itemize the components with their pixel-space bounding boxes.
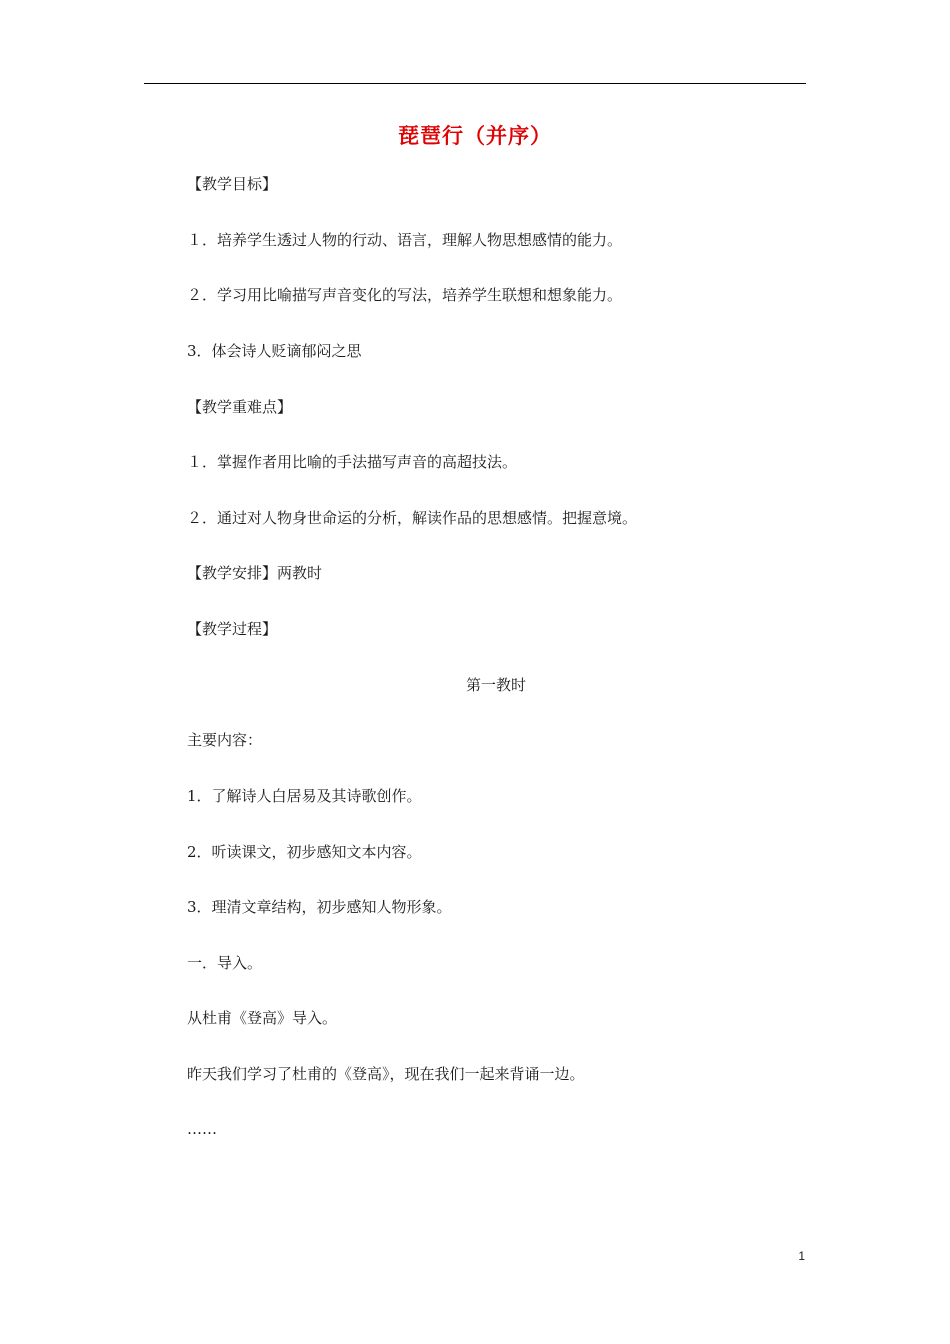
ellipsis-text: …… (187, 1120, 217, 1138)
objective-item-2: ２．学习用比喻描写声音变化的写法，培养学生联想和想象能力。 (187, 286, 623, 304)
step-heading-introduction: 一．导入。 (187, 954, 263, 972)
key-point-item-2: ２．通过对人物身世命运的分析，解读作品的思想感情。把握意境。 (187, 509, 638, 527)
objective-item-3: 3．体会诗人贬谪郁闷之思 (187, 342, 362, 360)
objective-item-1: １．培养学生透过人物的行动、语言，理解人物思想感情的能力。 (187, 231, 623, 249)
section-heading-schedule: 【教学安排】两教时 (187, 564, 323, 582)
content-item-2: 2．听读课文，初步感知文本内容。 (187, 843, 422, 861)
content-item-3: 3．理清文章结构，初步感知人物形象。 (187, 898, 452, 916)
main-content-label: 主要内容： (187, 731, 263, 749)
section-heading-objectives: 【教学目标】 (187, 175, 278, 193)
section-heading-process: 【教学过程】 (187, 620, 278, 638)
lesson-heading: 第一教时 (465, 676, 526, 694)
paragraph-text: 昨天我们学习了杜甫的《登高》，现在我们一起来背诵一边。 (187, 1065, 585, 1083)
section-heading-key-points: 【教学重难点】 (187, 398, 293, 416)
page-number: 1 (798, 1249, 805, 1263)
header-rule (144, 83, 806, 84)
document-title: 琵琶行（并序） (398, 124, 552, 148)
key-point-item-1: １．掌握作者用比喻的手法描写声音的高超技法。 (187, 453, 518, 471)
content-item-1: 1．了解诗人白居易及其诗歌创作。 (187, 787, 422, 805)
paragraph-text: 从杜甫《登高》导入。 (187, 1009, 338, 1027)
